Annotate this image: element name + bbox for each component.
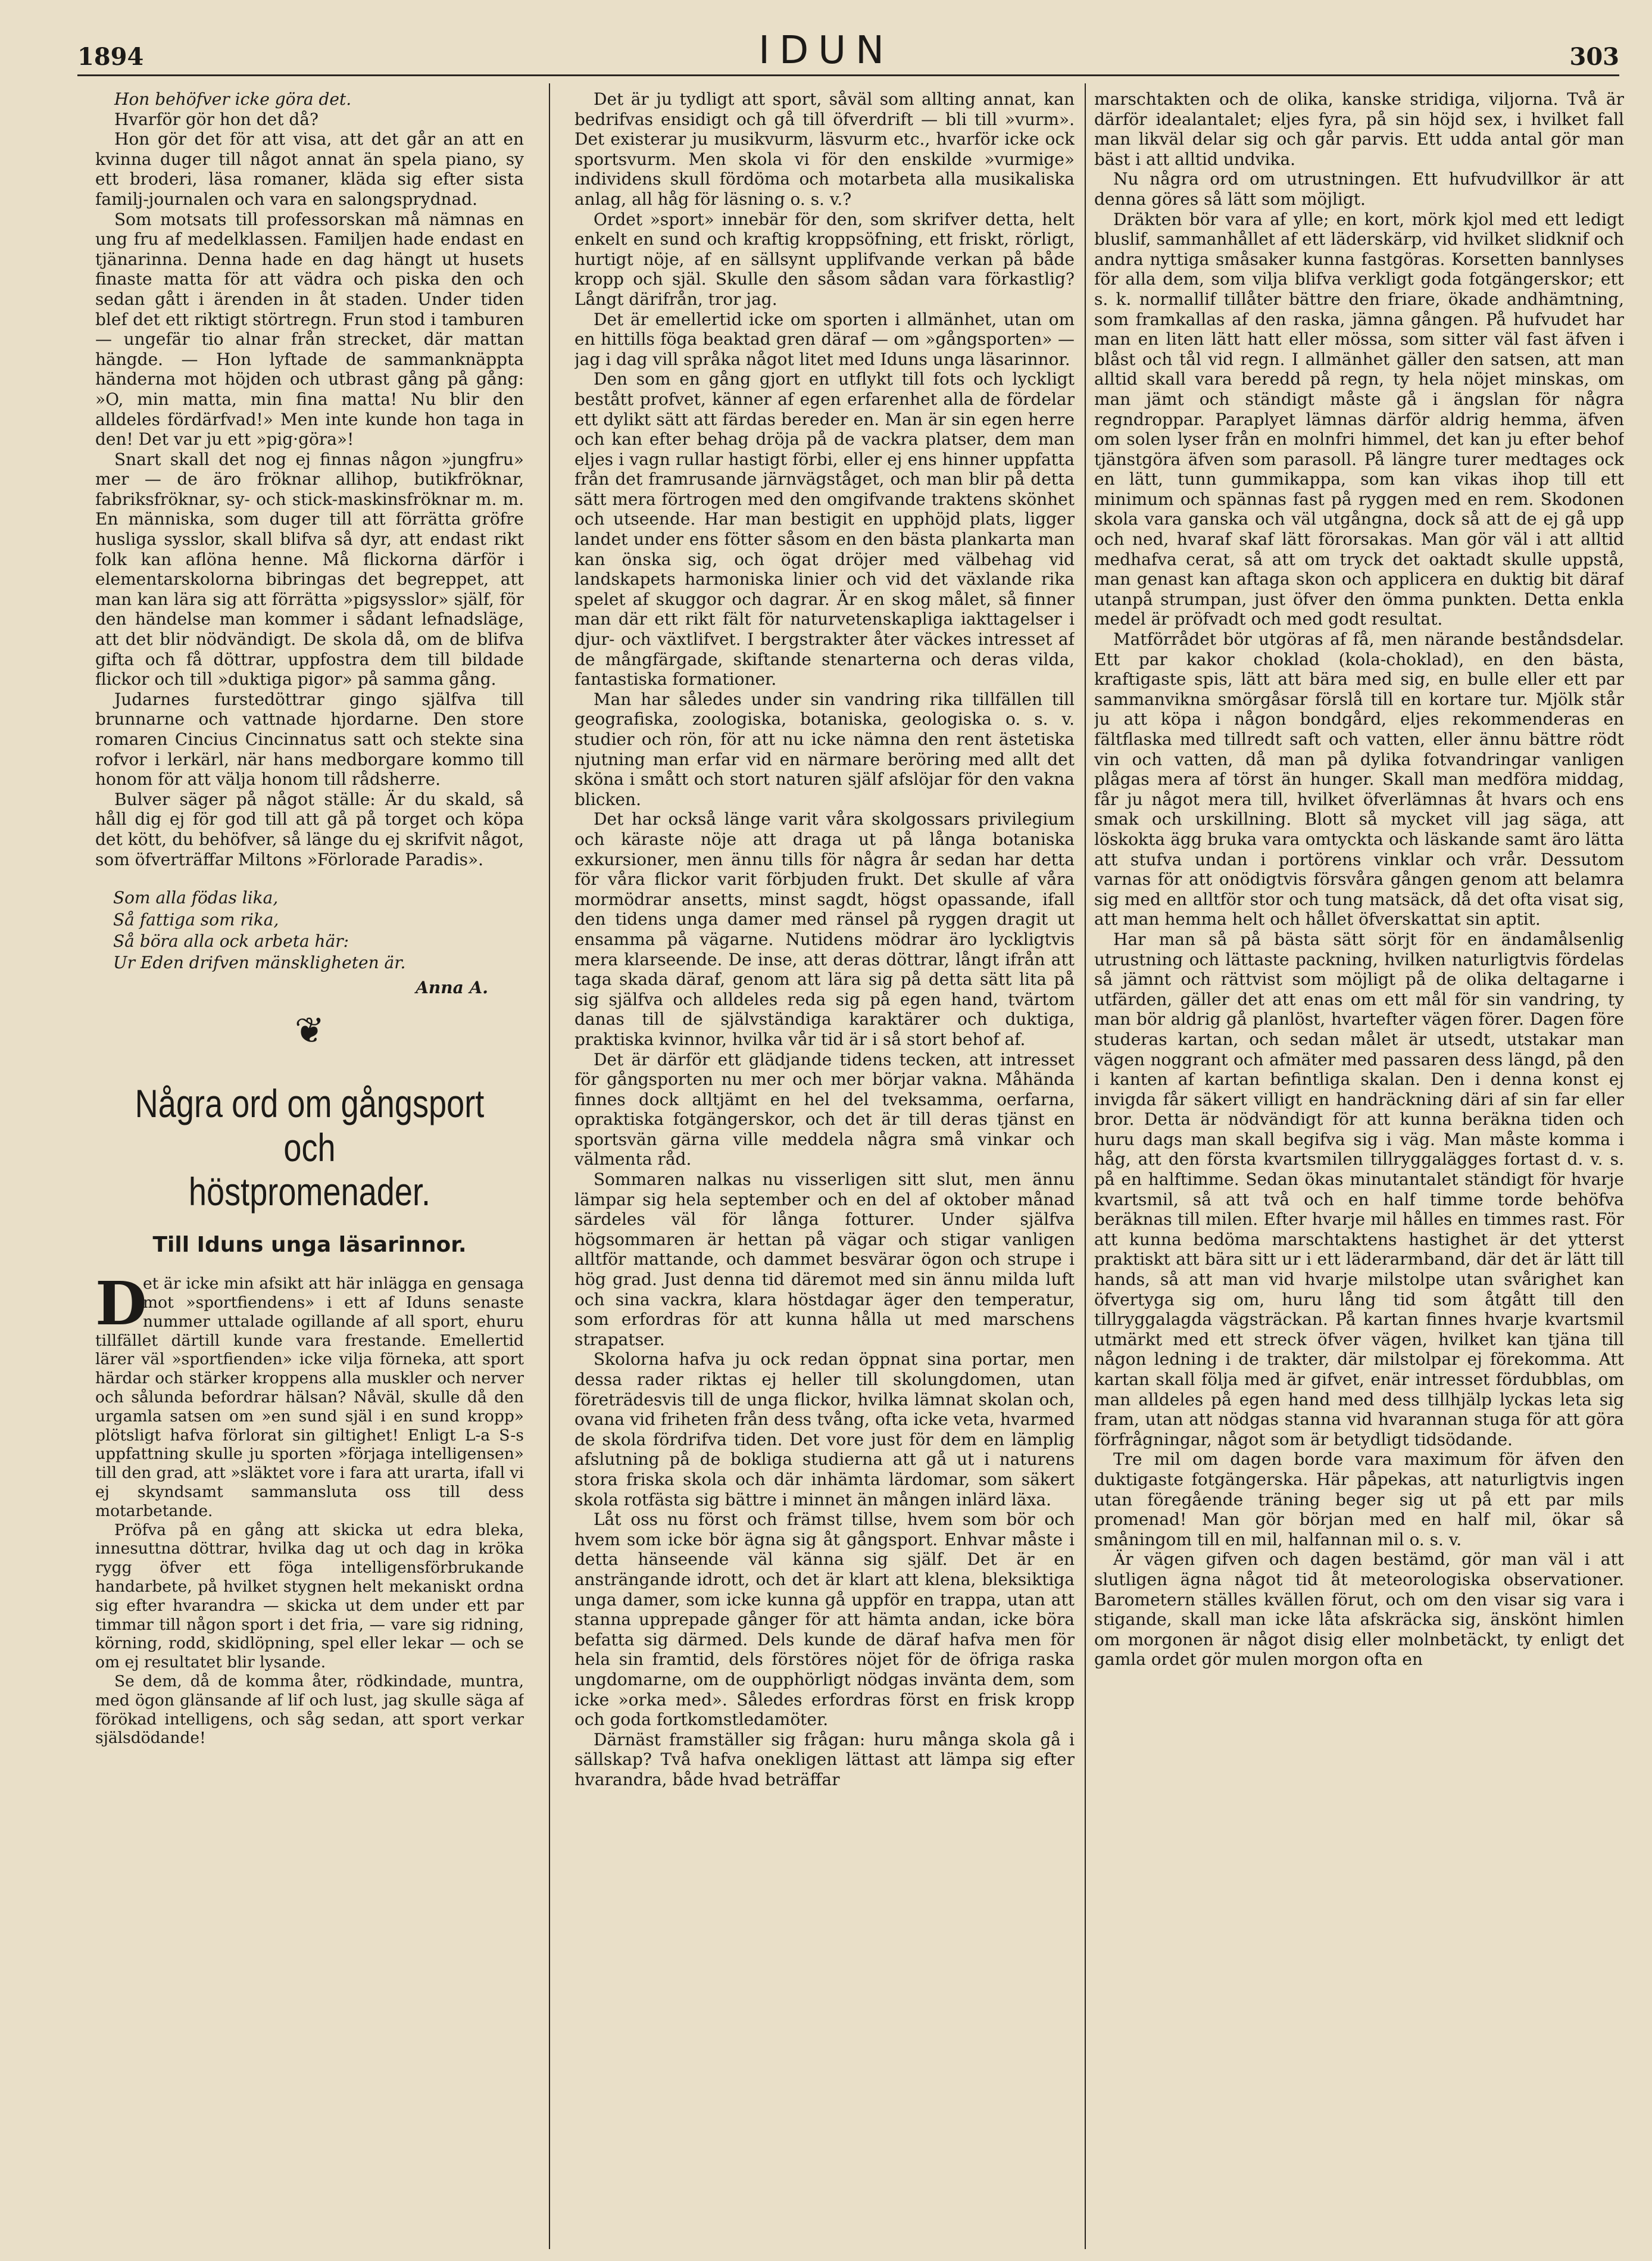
col1-paragraph: Judarnes furstedöttrar gingo själfva till brunnarne och vattnade hjordarne. Den store romaren Cincius Cincinnatus satt och stekte sina rofvor i lerkärl, när hans medborgare kommo till honom för att välja honom till rådsherre. [95,689,524,790]
column-2 [574,89,1075,1789]
col1-paragraph: Som motsats till professorskan må nämnas en ung fru af medelklassen. Familjen hade endast en tjänarinna. Denna hade en dag hängt ut husets finaste matta för att vädra och piska den och sedan gått i ärenden in åt staden. Under tiden blef det ett riktigt störtregn. Frun stod i tamburen — ungefär tio alnar från strecket, där mattan hängde. — Hon lyftade de sammanknäppta händerna mot höjden och utbrast gång på gång: »O, min matta, min fina matta! Nu blir den alldeles fördärfvad!» Men inte kunde hon taga in den! Det var ju ett »pig·göra»! [95,209,524,450]
poem-line: Så böra alla ock arbeta här: [113,931,349,951]
col2-paragraph: Den som en gång gjort en utflykt till fots och lyckligt bestått profvet, känner af egen erfarenhet alla de fördelar ett dylikt sätt att färdas bereder en. Man är sin egen herre och kan efter behag dröja på de vackra platser, dem man eljes i vagn rullar hastigt förbi, eller ej ens hinner uppfatta från det framrusande järnvägståget, och man blir på detta sätt mera förtrogen med den omgifvande traktens skönhet och utseende. Har man bestigit en upphöjd plats, ligger landet under ens fötter såsom en den bästa plankarta man kan önska sig, och ögat dröjer med välbehag vid landskapets harmoniska linier och vid det växlande rika spelet af skuggor och dagrar. Är en skog målet, så finner man där ett rikt fält för naturvetenskapliga iakttagelser i djur- och växtlifvet. I bergstrakter åter väckes intresset af de mångfärgade, skiftande stenarterna och deras vilda, fantastiska formationer. [574,369,1075,690]
col3-paragraph: Tre mil om dagen borde vara maximum för äfven den duktigaste fotgängerska. Här påpekas, att naturligtvis ingen utan föregående träning beger sig ut på ett par mils promenad! Man gör början med en half mil, ökar så småningom till en mil, halfannan mil o. s. v. [1094,1449,1624,1549]
col1-paragraph: Snart skall det nog ej finnas någon »jungfru» mer — de äro fröknar allihop, butikfröknar, fabriksfröknar, sy- och stick-maskinsfröknar m. m. En människa, som duger till att förrätta gröfre husliga sysslor, skall blifva så dyr, att endast rikt folk kan aflöna henne. Må flickorna därför i elementarskolorna bibringas det begreppet, att man kan lära sig att förrätta »pigsysslor» själf, för den händelse man kommer i sådant lefnadsläge, att det blir nödvändigt. De skola då, om de blifva gifta och få döttrar, uppfostra dem till bildade flickor och till »duktiga pigor» på samma gång. [95,449,524,690]
article-title-line: höstpromenader. [188,1170,431,1214]
article-paragraph: Pröfva på en gång att skicka ut edra bleka, innesuttna döttrar, hvilka dag ut och dag in kröka rygg öfver ett föga intelligensförbrukande handarbete, på hvilket stygnen helt mekaniskt ordna sig efter hvarandra — skicka ut dem under ett par timmar till någon sport i det fria, — vare sig ridning, körning, rodd, skidlöpning, spel eller lekar — och se om ej resultatet blir lysande. [95,1520,524,1672]
col1-paragraph: Hvarför gör hon det då? [114,109,318,129]
col2-paragraph: Det har också länge varit våra skolgossars privilegium och käraste nöje att draga ut på långa botaniska exkursioner, men ännu tills för några år sedan har detta för våra flickor varit förbjuden frukt. Det skulle af våra mormödrar ansetts, minst sagdt, högst opassande, ifall den tidens unga damer med ränsel på ryggen dragit ut ensamma på vägarne. Nutidens mödrar äro lyckligtvis mera klarseende. De inse, att deras döttrar, långt ifrån att taga skada däraf, genom att lära sig på detta sätt lita på sig själfva och alldeles reda sig på egen hand, tvärtom danas till de självständiga karaktärer och duktiga, praktiska kvinnor, hvilka vår tid är i så stort behof af. [574,809,1075,1049]
column-divider-2 [1085,83,1086,2249]
column-3 [1094,89,1624,1670]
col2-paragraph: Sommaren nalkas nu visserligen sitt slut, men ännu lämpar sig hela september och en del af oktober månad särdeles väl för långa fotturer. Under själfva högsommaren är hettan på vägar och stigar vanligen alltför mattande, och dammet besvärar ögon och strupe i hög grad. Just denna tid däremot med sin ännu milda luft och sina vackra, klara höstdagar äger den temperatur, som erfordras för att kunna hålla ut med marschens strapatser. [574,1170,1075,1349]
article-first-paragraph [95,1268,524,1520]
col2-paragraph: Det är därför ett glädjande tidens tecken, att intresset för gångsporten nu mer och mer börjar vakna. Måhända finnes dock alltjämt en hel del tveksamma, oerfarna, opraktiska fotgängerskor, och det är till deras tjänst en sportsvän gärna ville meddela några små vinkar och välmenta råd. [574,1049,1075,1170]
article-first-text: et är icke min afsikt att här inlägga en gensaga mot »sportfiendens» i ett af Iduns senaste nummer uttalade ogillande af all sport, ehuru tillfället därtill kunde vara frestande. Emellertid lärer väl »sportfienden» icke vilja förneka, att sport härdar och stärker kroppens alla muskler och nerver och sålunda befordrar hälsan? Nåväl, skulle då den urgamla satsen om »en sund själ i en sund kropp» plötsligt hafva förlorat sin giltighet! Enligt L-a S-s uppfattning skulle ju sporten »förjaga intelligensen» till den grad, att »släktet vore i fara att urarta, ifall vi ej skyndsamt sammansluta oss till dess motarbetande. [95,1274,524,1520]
col1-paragraph: Hon behöfver icke göra det. [114,89,352,109]
article-body [95,1268,524,1748]
poem-line: Som alla födas lika, [113,888,279,908]
col1-paragraph: Bulver säger på något ställe: Är du skald, så håll dig ej för god till att gå på torget och köpa det kött, du behöfver, så länge du ej skrifvit något, som öfverträffar Miltons »Förlorade Paradis». [95,789,524,869]
col3-paragraph: Dräkten bör vara af ylle; en kort, mörk kjol med ett ledigt bluslif, sammanhållet af ett läderskärp, vid hvilket slidknif och andra nyttiga småsaker kunna fastgöras. Korsetten bannlyses för alla dem, som vilja blifva verkligt goda fotgängerskor; ett s. k. normallif tillåter bättre den friare, ökade andhämtning, som framkallas af den raska, jämna gången. På hufvudet har man en liten lätt hatt eller mössa, som sitter väl fast äfven i blåst och tål vid regn. I allmänhet gäller den satsen, att man alltid skall vara beredd på regn, ty hela nöjet minskas, om man jämt och ständigt måste gå i ängslan för några regndroppar. Paraplyet lämnas därför aldrig hemma, äfven om solen lyser från en molnfri himmel, det kan ju efter behof tjänstgöra äfven som parasoll. På längre turer medtages ock en lätt, tunn gummikappa, som kan vikas ihop till ett minimum och spännas fast på ryggen med en rem. Skodonen skola vara ganska och väl utgångna, dock så att de ej gå upp och ned, hvaraf skaf lätt förorsakas. Man gör väl i att alltid medhafva cerat, så att om tryck det oaktadt skulle uppstå, man genast kan aftaga skon och applicera en duktig bit däraf utanpå strumpan, just öfver den ömma punkten. Detta enkla medel är pröfvadt och med godt resultat. [1094,209,1624,629]
article-title [134,1082,485,1214]
col2-paragraph: Skolorna hafva ju ock redan öppnat sina portar, men dessa rader riktas ej heller till skolungdomen, utan företrädesvis till de unga flickor, hvilka lämnat skolan och, ovana vid friheten från dess tvång, ofta icke veta, hvarmed de skola fördrifva tiden. Det vore just för dem en lämplig afslutning på de bokliga studierna att gå ut i naturens stora friska skola och där inhämta lärdomar, som säkert skola rotfästa sig bättre i minnet än mången inlärd läxa. [574,1349,1075,1510]
col2-paragraph: Det är emellertid icke om sporten i allmänhet, utan om en hittills föga beaktad gren däraf — om »gångsporten» — jag i dag vill språka något litet med Iduns unga läsarinnor. [574,309,1075,369]
poem-line: Ur Eden drifven mänskligheten är. [113,953,406,973]
header-rule [77,74,1619,76]
col3-paragraph: marschtakten och de olika, kanske stridiga, viljorna. Två är därför idealantalet; eljes fyra, på sin höjd sex, i hvilket fall man likväl delar sig och går parvis. Ett udda antal gör man bäst i att alltid undvika. [1094,89,1624,169]
poem [95,887,524,974]
poem-line: Så fattiga som rika, [113,909,279,930]
col1-paragraph: Hon gör det för att visa, att det går an att en kvinna duger till något annat än spela piano, sy ett broderi, läsa romaner, kläda sig efter sista familj-journalen och vara en salongsprydnad. [95,129,524,209]
article-paragraph: Se dem, då de komma åter, rödkindade, muntra, med ögon glänsande af lif och lust, jag skulle säga af förökad intelligens, och såg sedan, att sport verkar själsdödande! [95,1671,524,1748]
col3-paragraph: Nu några ord om utrustningen. Ett hufvudvillkor är att denna göres så lätt som möjligt. [1094,169,1624,209]
col2-paragraph: Därnäst framställer sig frågan: huru många skola gå i sällskap? Två hafva onekligen lättast att lämpa sig efter hvarandra, både hvad beträffar [574,1729,1075,1789]
article-subtitle: Till Iduns unga läsarinnor. [152,1233,467,1258]
drop-cap: D [95,1268,147,1339]
column-divider-1 [549,83,550,2249]
col3-paragraph: Är vägen gifven och dagen bestämd, gör man väl i att slutligen ägna något tid åt meteorologiska observationer. Barometern ställes kvällen förut, och om den visar sig vara i stigande, skall man icke låta afskräcka sig, änskönt himlen om morgonen är något disig eller molnbetäckt, ty enligt det gamla ordet gör mulen morgon ofta en [1094,1549,1624,1670]
col3-paragraph: Matförrådet bör utgöras af få, men närande beståndsdelar. Ett par kakor choklad (kola-choklad), en den bästa, kraftigaste spis, lätt att bära med sig, en bulle eller ett par sammanvikna smörgåsar förslå till en kortare tur. Mjölk står ju att köpa i någon bondgård, eljes rekommenderas en fältflaska med tillredt saft och vatten, eller ännu bättre rödt vin och vatten, då man på dylika fotvandringar vanligen plågas mera af törst än hunger. Skall man medföra middag, får ju något mera till, hvilket öfverlämnas åt hvars och ens smak och urskillning. Blott så mycket vill jag säga, att löskokta ägg bruka vara omtyckta och läskande samt äro lätta att stufva undan i portörens vinklar och vrår. Dessutom varnas för att onödigtvis försvåra gången genom att belamra sig med en alltför stor och tung matsäck, då det ofta visat sig, att man hemma helt och hållet öfverskattat sin aptit. [1094,629,1624,930]
signature: Anna A. [416,977,488,997]
header-title: IDUN [758,29,894,73]
column-1 [95,89,524,1748]
col2-paragraph: Man har således under sin vandring rika tillfällen till geografiska, zoologiska, botaniska, geologiska o. s. v. studier och rön, för att nu icke nämna den rent ästetiska njutning man erfar vid en närmare beröring med allt det sköna i smått och stort naturen själf afslöjar för den vakna blicken. [574,689,1075,809]
col2-paragraph: Låt oss nu först och främst tillse, hvem som bör och hvem som icke bör ägna sig åt gångsport. Enhvar måste i detta hänseende väl känna sig själf. Det är en ansträngande idrott, och det är klart att klena, bleksiktiga unga damer, som icke kunna gå uppför en trappa, utan att stanna upprepade gånger för att hämta andan, icke böra befatta sig därmed. Dels kunde de däraf hafva men för hela sin framtid, dels förstöres nöjet för de öfriga raska ungdomarne, om de oupphörligt nödgas invänta dem, som icke »orka med». Således erfordras först en frisk kropp och goda fortkomstledamöter. [574,1510,1075,1730]
ornament-icon: ❦ [294,1010,325,1052]
col2-paragraph: Det är ju tydligt att sport, såväl som allting annat, kan bedrifvas ensidigt och gå till öfverdrift — bli till »vurm». Det existerar ju musikvurm, läsvurm etc., hvarför icke ock sportsvurm. Men skola vi för den enskilde »vurmige» individens skull fördöma och motarbeta alla musikaliska anlag, all håg för läsning o. s. v.? [574,89,1075,209]
col2-paragraph: Ordet »sport» innebär för den, som skrifver detta, helt enkelt en sund och kraftig kroppsöfning, ett friskt, rörligt, hurtigt nöje, af en sällsynt upplifvande verkan på både kropp och själ. Skulle den såsom sådan vara förkastlig? Långt därifrån, tror jag. [574,209,1075,309]
header-year: 1894 [77,43,144,71]
page-header [0,0,1652,77]
article-title-line: Några ord om gångsport och [135,1081,485,1170]
header-page-number: 303 [1569,43,1619,71]
col3-paragraph: Har man så på bästa sätt sörjt för en ändamålsenlig utrustning och lättaste packning, hvilken naturligtvis fördelas så jämnt och rättvist som möjligt på de olika deltagarne i utfärden, gäller det att enas om ett mål för sin vandring, ty man bör aldrig gå planlöst, hvartefter vägen förer. Dagen före studeras kartan, och sedan målet är utsedt, utstakar man vägen noggrant och afmäter med passaren dess längd, på den i kanten af kartan befintliga skalan. Den i denna konst ej invigda får säkert villigt en handräckning däri af sin far eller bror. Detta är nödvändigt för att kunna beräkna tiden och huru dags man skall begifva sig i väg. Man måste komma i håg, att den första kvartsmilen tillryggalägges fortast d. v. s. på en halftimme. Sedan ökas minutantalet ständigt för hvarje kvartsmil, så att två och en half timme torde behöfva beräknas till milen. Efter hvarje mil hålles en timmes rast. För att kunna bedöma marschtaktens hastighet är det ytterst praktiskt att bära sitt ur i ett läderarmband, där det är lätt till hands, så att man vid hvarje milstolpe utan svårighet kan öfvertyga sig om, huru lång tid som åtgått till den tillryggalagda vägsträckan. På kartan finnes hvarje kvartsmil utmärkt med ett streck öfver vägen, hvilket kan tjäna till någon ledning i de trakter, där milstolpar ej förekomma. Att kartan skall följa med är gifvet, enär intresset fördubblas, om man alldeles på egen hand med dess tillhjälp lyckas leta sig fram, utan att nödgas stanna vid hvarannan stuga för att göra förfrågningar, något som är betydligt tidsödande. [1094,929,1624,1449]
